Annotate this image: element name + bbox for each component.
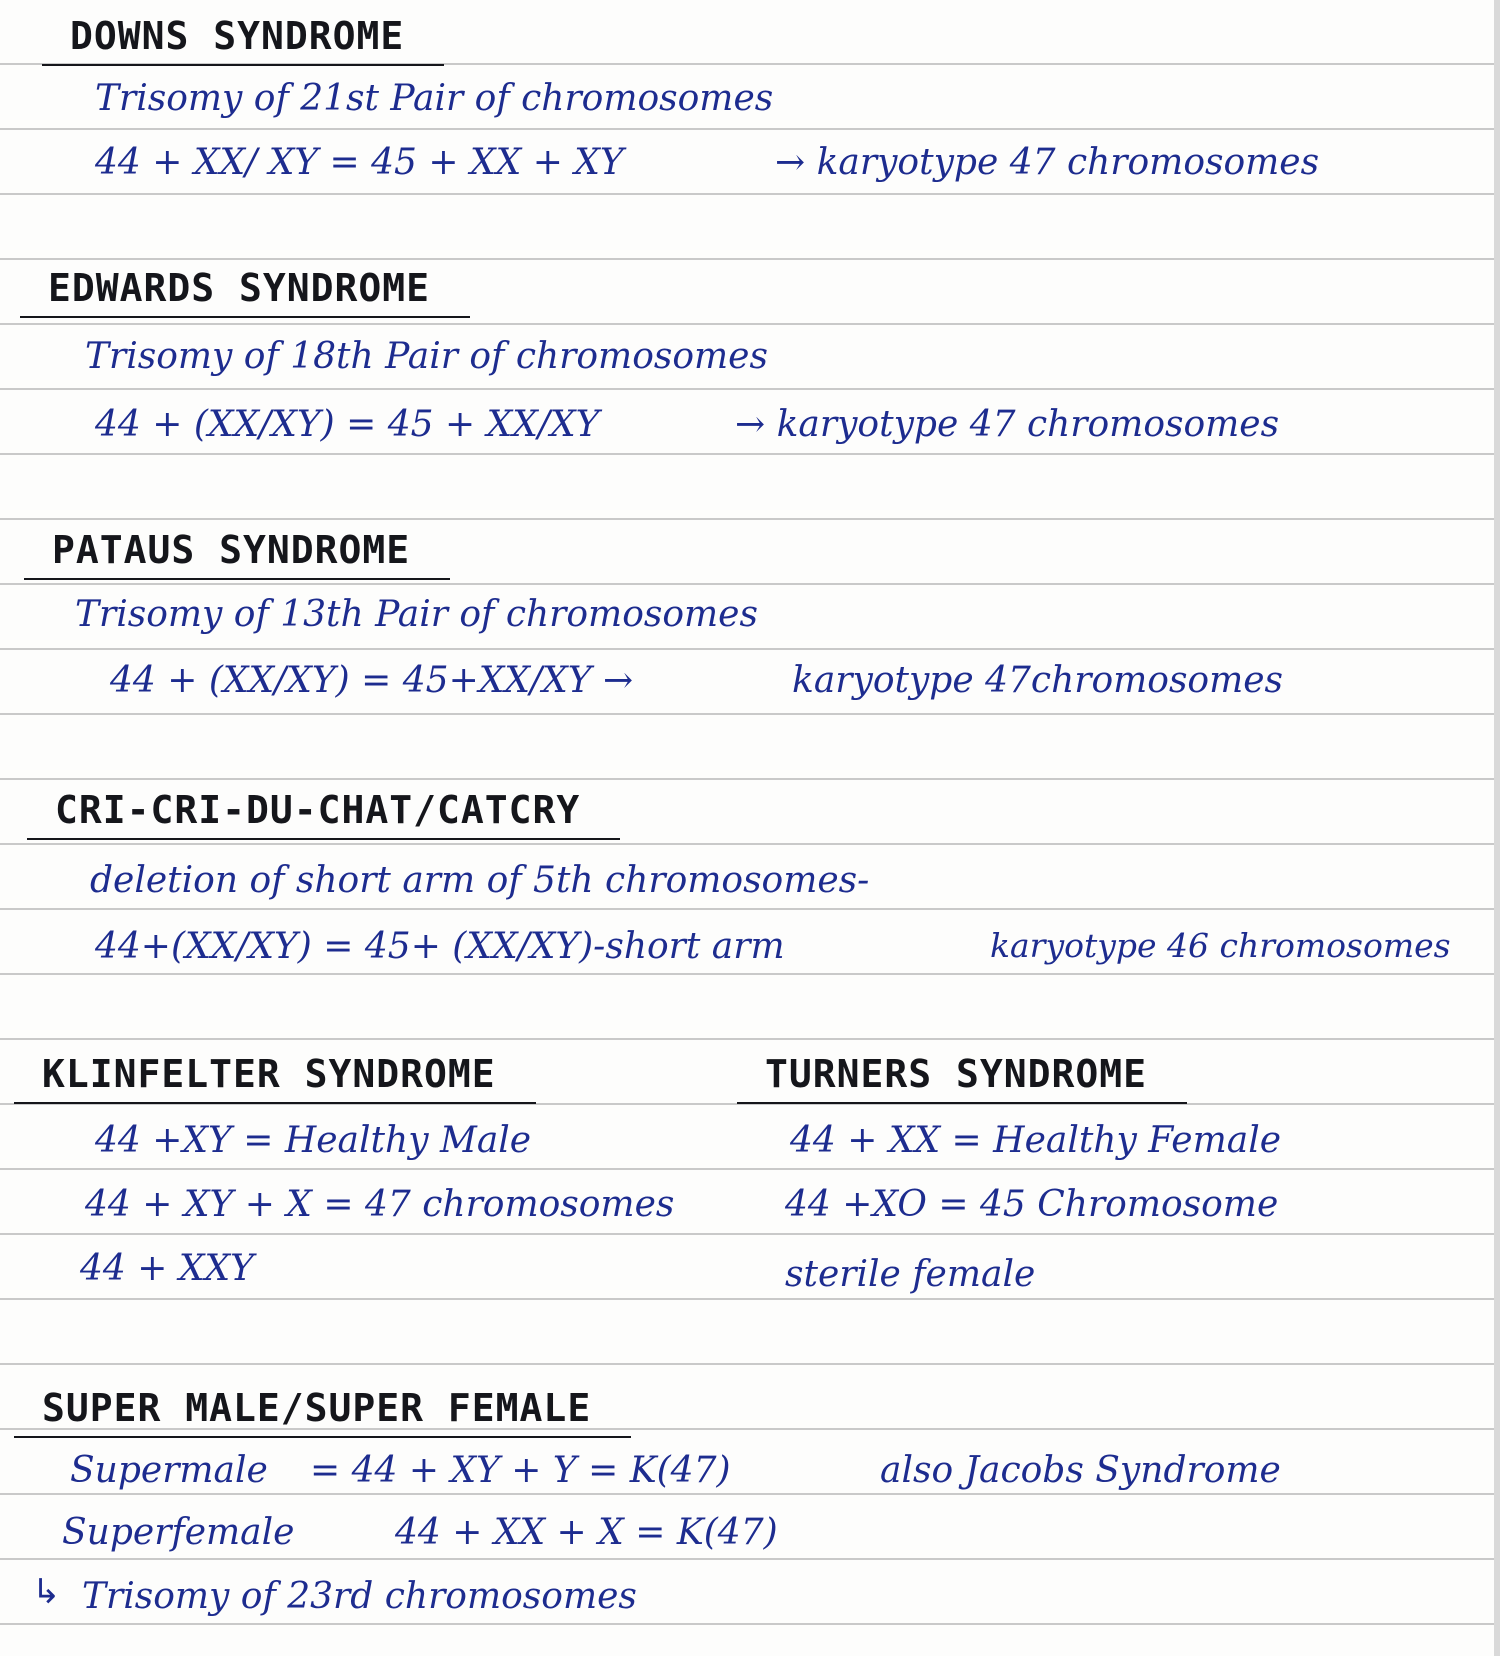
heading-underline [27, 838, 620, 840]
cri-line-1: deletion of short arm of 5th chromosomes- [90, 860, 870, 901]
heading-underline [24, 578, 450, 580]
superfemale-label: Superfemale [62, 1512, 295, 1553]
pataus-karyotype-note: karyotype 47chromosomes [792, 660, 1284, 701]
heading-underline [42, 64, 444, 66]
cri-karyotype-note: karyotype 46 chromosomes [990, 926, 1451, 965]
hook-arrow-icon: ↳ [32, 1572, 61, 1612]
heading-underline [14, 1436, 631, 1438]
super-line-3: Trisomy of 23rd chromosomes [82, 1576, 637, 1617]
klinefelter-line-3: 44 + XXY [80, 1248, 254, 1289]
klinefelter-line-1: 44 +XY = Healthy Male [95, 1120, 532, 1161]
cri-line-2: 44+(XX/XY) = 45+ (XX/XY)-short arm [95, 926, 785, 967]
turners-line-3: sterile female [785, 1254, 1036, 1295]
turners-line-2: 44 +XO = 45 Chromosome [785, 1184, 1279, 1225]
section-heading-turners [765, 1052, 1147, 1102]
downs-karyotype-note: → karyotype 47 chromosomes [775, 142, 1320, 183]
section-heading-klinefelter [42, 1052, 496, 1102]
heading-text: SUPER MALE/SUPER FEMALE [42, 1386, 592, 1430]
heading-text: KLINFELTER SYNDROME [42, 1052, 496, 1096]
heading-text: EDWARDS SYNDROME [48, 266, 431, 310]
heading-underline [737, 1102, 1187, 1104]
page-edge [1494, 0, 1500, 1656]
heading-underline [20, 316, 470, 318]
heading-text: PATAUS SYNDROME [52, 528, 411, 572]
section-heading-cri-du-chat [55, 788, 580, 838]
downs-line-2: 44 + XX/ XY = 45 + XX + XY [95, 142, 624, 183]
pataus-line-1: Trisomy of 13th Pair of chromosomes [75, 594, 758, 635]
edwards-line-2: 44 + (XX/XY) = 45 + XX/XY [95, 404, 600, 445]
supermale-note: also Jacobs Syndrome [880, 1450, 1281, 1491]
heading-underline [14, 1102, 536, 1104]
edwards-karyotype-note: → karyotype 47 chromosomes [735, 404, 1280, 445]
heading-text: TURNERS SYNDROME [765, 1052, 1148, 1096]
edwards-line-1: Trisomy of 18th Pair of chromosomes [85, 336, 768, 377]
supermale-formula: = 44 + XY + Y = K(47) [310, 1450, 731, 1491]
section-heading-super [42, 1386, 591, 1436]
heading-text: CRI-CRI-DU-CHAT/CATCRY [55, 788, 581, 832]
section-heading-pataus [52, 528, 410, 578]
supermale-label: Supermale [70, 1450, 268, 1491]
section-heading-downs [70, 14, 404, 64]
klinefelter-line-2: 44 + XY + X = 47 chromosomes [85, 1184, 675, 1225]
section-heading-edwards [48, 266, 430, 316]
heading-text: DOWNS SYNDROME [70, 14, 405, 58]
pataus-line-2: 44 + (XX/XY) = 45+XX/XY → [110, 660, 634, 701]
superfemale-formula: 44 + XX + X = K(47) [395, 1512, 778, 1553]
downs-line-1: Trisomy of 21st Pair of chromosomes [95, 78, 774, 119]
turners-line-1: 44 + XX = Healthy Female [790, 1120, 1282, 1161]
